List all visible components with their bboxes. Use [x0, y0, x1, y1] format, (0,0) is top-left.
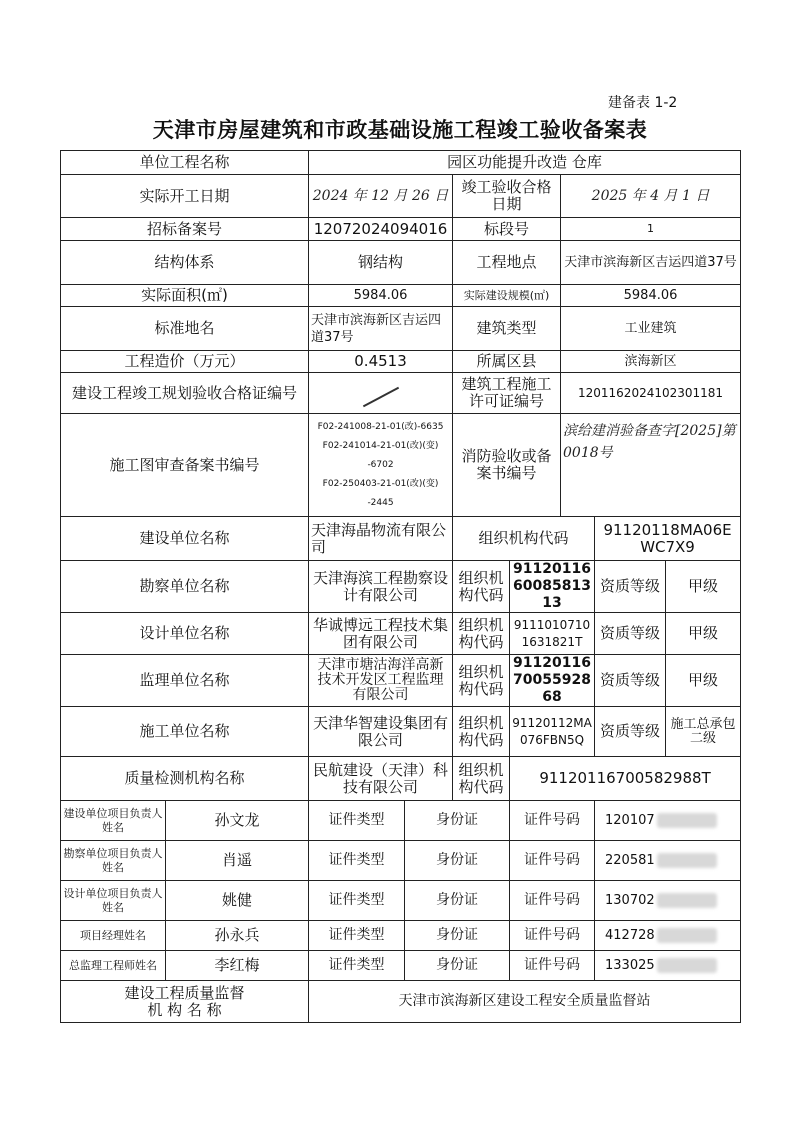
supervision-label-line2: 机 构 名 称	[147, 1000, 222, 1019]
supervision-label	[61, 981, 309, 1023]
accept-date-value: 2025 年 4 月 1 日	[561, 175, 741, 218]
unit-name: 天津海晶物流有限公司	[309, 517, 453, 561]
person-name: 李红梅	[166, 951, 309, 981]
person-role: 建设单位项目负责人姓名	[61, 801, 166, 841]
bid-record-value: 12072024094016	[309, 218, 453, 241]
qualification-value: 施工总承包二级	[666, 707, 741, 757]
id-type-label: 证件类型	[309, 951, 405, 981]
site-value: 天津市滨海新区吉运四道37号	[561, 241, 741, 285]
unit-label: 监理单位名称	[61, 655, 309, 707]
person-name: 孙文龙	[166, 801, 309, 841]
structure-label: 结构体系	[61, 241, 309, 285]
id-type-label: 证件类型	[309, 841, 405, 881]
unit-name: 华诚博远工程技术集团有限公司	[309, 613, 453, 655]
unit-label: 勘察单位名称	[61, 561, 309, 613]
id-no-label: 证件号码	[510, 951, 595, 981]
scale-label: 实际建设规模(㎡)	[453, 285, 561, 307]
drawing-review-label: 施工图审查备案书编号	[61, 414, 309, 517]
row-drawing	[61, 414, 741, 517]
unit-project-name-value: 园区功能提升改造 仓库	[309, 151, 741, 175]
slash-mark	[362, 386, 398, 407]
row-std-addr	[61, 307, 741, 351]
org-code-label: 组织机构代码	[453, 561, 510, 613]
qualification-label: 资质等级	[595, 707, 666, 757]
id-type-value: 身份证	[405, 921, 510, 951]
org-code-label: 组织机构代码	[453, 517, 595, 561]
cost-label: 工程造价（万元）	[61, 351, 309, 373]
id-type-value: 身份证	[405, 801, 510, 841]
org-code-label: 组织机构代码	[453, 707, 510, 757]
id-no-value	[595, 921, 741, 951]
org-code-value: 911201166008581313	[510, 561, 595, 613]
redaction	[657, 958, 717, 973]
construction-permit-value: 1201162024102301181	[561, 373, 741, 414]
id-type-value: 身份证	[405, 881, 510, 921]
redaction	[657, 928, 717, 943]
scale-value: 5984.06	[561, 285, 741, 307]
unit-name: 天津华智建设集团有限公司	[309, 707, 453, 757]
structure-value: 钢结构	[309, 241, 453, 285]
id-no-value	[595, 801, 741, 841]
row-unit-project	[61, 151, 741, 175]
org-code-label: 组织机构代码	[453, 757, 510, 801]
id-no-label: 证件号码	[510, 841, 595, 881]
id-no-value	[595, 881, 741, 921]
std-addr-value: 天津市滨海新区吉运四道37号	[309, 307, 453, 351]
id-type-label: 证件类型	[309, 881, 405, 921]
district-value: 滨海新区	[561, 351, 741, 373]
unit-name: 天津海滨工程勘察设计有限公司	[309, 561, 453, 613]
org-code-value: 911201167005592868	[510, 655, 595, 707]
accept-date-label: 竣工验收合格日期	[453, 175, 561, 218]
fire-record-label: 消防验收或备案书编号	[453, 414, 561, 517]
id-no-value	[595, 841, 741, 881]
qualification-label: 资质等级	[595, 655, 666, 707]
building-type-label: 建筑类型	[453, 307, 561, 351]
drawing-no-5: -2445	[367, 497, 394, 508]
row-unit-survey	[61, 561, 741, 613]
row-person	[61, 801, 741, 841]
redaction	[657, 853, 717, 868]
row-area	[61, 285, 741, 307]
qualification-value: 甲级	[666, 655, 741, 707]
start-date-label: 实际开工日期	[61, 175, 309, 218]
drawing-no-2: F02-241014-21-01(改)(变)	[322, 440, 439, 451]
unit-label: 建设单位名称	[61, 517, 309, 561]
drawing-no-3: -6702	[367, 459, 394, 470]
qualification-value: 甲级	[666, 613, 741, 655]
unit-name: 民航建设（天津）科技有限公司	[309, 757, 453, 801]
person-role: 勘察单位项目负责人姓名	[61, 841, 166, 881]
construction-permit-label: 建筑工程施工许可证编号	[453, 373, 561, 414]
building-type-value: 工业建筑	[561, 307, 741, 351]
person-role: 设计单位项目负责人姓名	[61, 881, 166, 921]
start-date-value: 2024 年 12 月 26 日	[309, 175, 453, 218]
section-no-label: 标段号	[453, 218, 561, 241]
id-type-value: 身份证	[405, 951, 510, 981]
qualification-label: 资质等级	[595, 561, 666, 613]
row-bid	[61, 218, 741, 241]
id-no-value	[595, 951, 741, 981]
person-role: 项目经理姓名	[61, 921, 166, 951]
bid-record-label: 招标备案号	[61, 218, 309, 241]
org-code-label: 组织机构代码	[453, 655, 510, 707]
row-supervision	[61, 981, 741, 1023]
row-unit-supervision	[61, 655, 741, 707]
supervision-value: 天津市滨海新区建设工程安全质量监督站	[309, 981, 741, 1023]
org-code-label: 组织机构代码	[453, 613, 510, 655]
id-no-prefix: 130702	[605, 893, 655, 908]
id-no-prefix: 120107	[605, 813, 655, 828]
row-person	[61, 921, 741, 951]
site-label: 工程地点	[453, 241, 561, 285]
supervision-label-line1: 建设工程质量监督	[124, 983, 245, 1002]
unit-project-name-label: 单位工程名称	[61, 151, 309, 175]
row-unit-design	[61, 613, 741, 655]
row-structure	[61, 241, 741, 285]
person-name: 孙永兵	[166, 921, 309, 951]
id-no-label: 证件号码	[510, 881, 595, 921]
unit-label: 质量检测机构名称	[61, 757, 309, 801]
id-no-label: 证件号码	[510, 801, 595, 841]
row-cost	[61, 351, 741, 373]
unit-label: 施工单位名称	[61, 707, 309, 757]
id-no-prefix: 412728	[605, 928, 655, 943]
planning-cert-label: 建设工程竣工规划验收合格证编号	[61, 373, 309, 414]
person-name: 肖遥	[166, 841, 309, 881]
form-number: 建备表 1-2	[608, 95, 678, 111]
area-label: 实际面积(㎡)	[61, 285, 309, 307]
id-no-prefix: 133025	[605, 958, 655, 973]
id-type-label: 证件类型	[309, 801, 405, 841]
planning-cert-value	[309, 373, 453, 414]
org-code-value: 91120112MA076FBN5Q	[510, 707, 595, 757]
id-no-prefix: 220581	[605, 853, 655, 868]
area-value: 5984.06	[309, 285, 453, 307]
qualification-label: 资质等级	[595, 613, 666, 655]
std-addr-label: 标准地名	[61, 307, 309, 351]
id-type-value: 身份证	[405, 841, 510, 881]
row-unit-construction	[61, 517, 741, 561]
row-person	[61, 841, 741, 881]
document-title: 天津市房屋建筑和市政基础设施工程竣工验收备案表	[152, 118, 648, 142]
unit-name: 天津市塘沽海洋高新技术开发区工程监理有限公司	[309, 655, 453, 707]
org-code-value: 91120118MA06EWC7X9	[595, 517, 741, 561]
redaction	[657, 813, 717, 828]
id-type-label: 证件类型	[309, 921, 405, 951]
redaction	[657, 893, 717, 908]
row-planning	[61, 373, 741, 414]
fire-record-value: 滨给建消验备查字[2025]第0018号	[561, 414, 741, 517]
row-person	[61, 881, 741, 921]
record-table	[60, 150, 741, 1023]
qualification-value: 甲级	[666, 561, 741, 613]
row-person	[61, 951, 741, 981]
person-name: 姚健	[166, 881, 309, 921]
person-role: 总监理工程师姓名	[61, 951, 166, 981]
drawing-no-4: F02-250403-21-01(改)(变)	[322, 478, 439, 489]
section-no-value: 1	[561, 218, 741, 241]
org-code-value: 91120116700582988T	[510, 757, 741, 801]
drawing-review-values	[309, 414, 453, 517]
unit-label: 设计单位名称	[61, 613, 309, 655]
drawing-no-1: F02-241008-21-01(改)-6635	[317, 421, 444, 432]
district-label: 所属区县	[453, 351, 561, 373]
org-code-value: 91110107101631821T	[510, 613, 595, 655]
row-unit-builder	[61, 707, 741, 757]
id-no-label: 证件号码	[510, 921, 595, 951]
cost-value: 0.4513	[309, 351, 453, 373]
row-unit-testing	[61, 757, 741, 801]
row-dates	[61, 175, 741, 218]
